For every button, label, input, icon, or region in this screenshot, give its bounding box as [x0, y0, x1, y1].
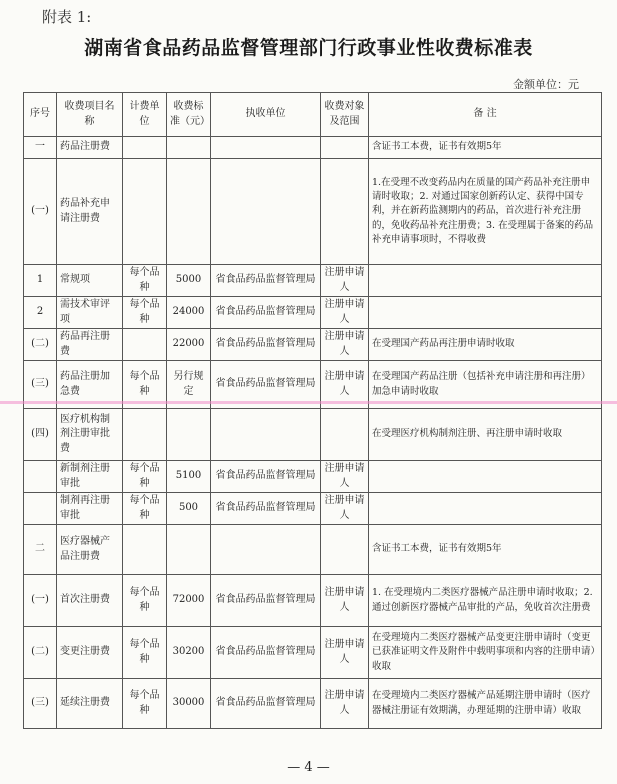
cell-name: 需技术审评项 — [57, 297, 123, 329]
cell-target: 注册申请人 — [321, 265, 369, 297]
cell-unit — [123, 329, 167, 361]
cell-remark: 1. 在受理境内二类医疗器械产品注册申请时收取；2. 通过创新医疗器械产品审批的产品，免收首次注册费 — [369, 575, 602, 627]
cell-collector — [211, 409, 321, 461]
cell-target: 注册申请人 — [321, 329, 369, 361]
attachment-label: 附表 1: — [42, 8, 92, 26]
cell-seq: (三) — [24, 361, 57, 409]
cell-collector: 省食品药品监督管理局 — [211, 679, 321, 729]
table-row — [24, 575, 602, 627]
pink-scan-line — [0, 401, 617, 404]
cell-name: 药品注册费 — [57, 137, 123, 159]
cell-name: 常规项 — [57, 265, 123, 297]
cell-seq: 1 — [24, 265, 57, 297]
table-row — [24, 329, 602, 361]
cell-collector — [211, 525, 321, 575]
cell-name: 药品补充申请注册费 — [57, 159, 123, 265]
cell-seq: (一) — [24, 575, 57, 627]
cell-standard: 22000 — [167, 329, 211, 361]
cell-standard: 5000 — [167, 265, 211, 297]
cell-unit: 每个品种 — [123, 461, 167, 493]
cell-target — [321, 159, 369, 265]
cell-target: 注册申请人 — [321, 297, 369, 329]
table-row — [24, 493, 602, 525]
cell-unit: 每个品种 — [123, 297, 167, 329]
cell-collector: 省食品药品监督管理局 — [211, 297, 321, 329]
col-header-standard: 收费标准（元） — [167, 93, 211, 137]
cell-standard — [167, 409, 211, 461]
cell-seq: (二) — [24, 329, 57, 361]
cell-collector: 省食品药品监督管理局 — [211, 461, 321, 493]
table-row — [24, 297, 602, 329]
cell-name: 医疗机构制剂注册审批费 — [57, 409, 123, 461]
table-row — [24, 137, 602, 159]
cell-name: 延续注册费 — [57, 679, 123, 729]
cell-target: 注册申请人 — [321, 575, 369, 627]
cell-standard — [167, 159, 211, 265]
cell-unit: 每个品种 — [123, 679, 167, 729]
table-row — [24, 627, 602, 679]
table-row — [24, 409, 602, 461]
col-header-remark: 备 注 — [369, 93, 602, 137]
page-number: — 4 — — [287, 760, 330, 775]
cell-name: 首次注册费 — [57, 575, 123, 627]
cell-remark — [369, 493, 602, 525]
cell-collector: 省食品药品监督管理局 — [211, 493, 321, 525]
cell-unit — [123, 525, 167, 575]
cell-seq: 2 — [24, 297, 57, 329]
cell-name: 药品注册加急费 — [57, 361, 123, 409]
col-header-target: 收费对象及范围 — [321, 93, 369, 137]
cell-remark — [369, 297, 602, 329]
table-row — [24, 679, 602, 729]
fee-standard-table — [23, 92, 602, 729]
cell-collector: 省食品药品监督管理局 — [211, 265, 321, 297]
table-row — [24, 265, 602, 297]
cell-standard: 24000 — [167, 297, 211, 329]
cell-collector: 省食品药品监督管理局 — [211, 329, 321, 361]
cell-name: 新制剂注册审批 — [57, 461, 123, 493]
cell-remark: 在受理医疗机构制剂注册、再注册申请时收取 — [369, 409, 602, 461]
cell-seq — [24, 493, 57, 525]
cell-remark: 1.在受理不改变药品内在质量的国产药品补充注册申请时收取；2. 对通过国家创新药认定、获得中国专利，并在新药监测期内的药品，首次进行补充注册的，免收药品补充注册费；3. 在受理属于备案的药品补充申请事项时，不得收费 — [369, 159, 602, 265]
table-row — [24, 461, 602, 493]
cell-standard: 5100 — [167, 461, 211, 493]
cell-standard: 30000 — [167, 679, 211, 729]
cell-collector: 省食品药品监督管理局 — [211, 361, 321, 409]
cell-seq: (一) — [24, 159, 57, 265]
col-header-collector: 执收单位 — [211, 93, 321, 137]
cell-standard: 30200 — [167, 627, 211, 679]
cell-seq: 二 — [24, 525, 57, 575]
cell-unit: 每个品种 — [123, 575, 167, 627]
cell-remark: 在受理国产药品再注册申请时收取 — [369, 329, 602, 361]
cell-unit — [123, 409, 167, 461]
cell-target: 注册申请人 — [321, 627, 369, 679]
cell-remark — [369, 461, 602, 493]
cell-standard — [167, 137, 211, 159]
cell-collector — [211, 137, 321, 159]
cell-unit: 每个品种 — [123, 493, 167, 525]
cell-seq: (二) — [24, 627, 57, 679]
cell-seq: (四) — [24, 409, 57, 461]
cell-unit — [123, 137, 167, 159]
table-row — [24, 159, 602, 265]
cell-seq: 一 — [24, 137, 57, 159]
cell-seq — [24, 461, 57, 493]
table-row — [24, 525, 602, 575]
cell-standard — [167, 525, 211, 575]
cell-seq: (三) — [24, 679, 57, 729]
cell-collector — [211, 159, 321, 265]
cell-target — [321, 409, 369, 461]
cell-target — [321, 137, 369, 159]
cell-name: 医疗器械产品注册费 — [57, 525, 123, 575]
cell-target: 注册申请人 — [321, 461, 369, 493]
cell-remark: 在受理境内二类医疗器械产品延期注册申请时（医疗器械注册证有效期满，办理延期的注册申请）收取 — [369, 679, 602, 729]
document-title: 湖南省食品药品监督管理部门行政事业性收费标准表 — [84, 37, 533, 59]
unit-note: 金额单位：元 — [513, 78, 579, 91]
cell-target: 注册申请人 — [321, 361, 369, 409]
cell-target — [321, 525, 369, 575]
cell-remark: 含证书工本费，证书有效期5年 — [369, 137, 602, 159]
cell-standard: 72000 — [167, 575, 211, 627]
cell-name: 制剂再注册审批 — [57, 493, 123, 525]
cell-standard: 500 — [167, 493, 211, 525]
cell-standard: 另行规定 — [167, 361, 211, 409]
cell-target: 注册申请人 — [321, 679, 369, 729]
col-header-seq: 序号 — [24, 93, 57, 137]
cell-unit: 每个品种 — [123, 361, 167, 409]
cell-target: 注册申请人 — [321, 493, 369, 525]
cell-name: 药品再注册费 — [57, 329, 123, 361]
cell-remark: 在受理国产药品注册（包括补充申请注册和再注册）加急申请时收取 — [369, 361, 602, 409]
cell-collector: 省食品药品监督管理局 — [211, 575, 321, 627]
cell-unit: 每个品种 — [123, 265, 167, 297]
table-header-row — [24, 93, 602, 137]
cell-remark: 在受理境内二类医疗器械产品变更注册申请时（变更已获准证明文件及附件中载明事项和内容的注册申请）收取 — [369, 627, 602, 679]
cell-collector: 省食品药品监督管理局 — [211, 627, 321, 679]
col-header-name: 收费项目名称 — [57, 93, 123, 137]
cell-remark — [369, 265, 602, 297]
cell-remark: 含证书工本费，证书有效期5年 — [369, 525, 602, 575]
cell-name: 变更注册费 — [57, 627, 123, 679]
cell-unit — [123, 159, 167, 265]
col-header-unit: 计费单位 — [123, 93, 167, 137]
cell-unit: 每个品种 — [123, 627, 167, 679]
